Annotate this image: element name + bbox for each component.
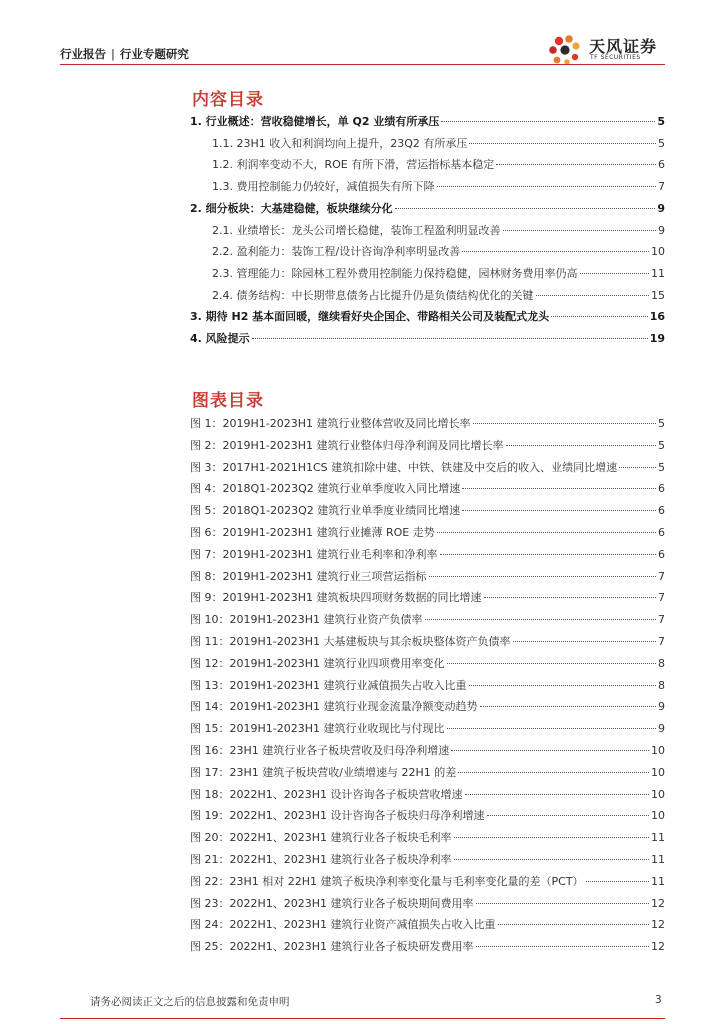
- breadcrumb-separator: |: [111, 47, 115, 61]
- figure-entry[interactable]: [190, 766, 665, 780]
- dot-leader: [586, 881, 649, 882]
- toc-entry-text: 2.3. 管理能力：除园林工程外费用控制能力保持稳健，园林财务费用率仍高: [212, 266, 578, 280]
- dot-leader: [462, 510, 656, 511]
- dot-leader: [395, 208, 656, 209]
- figure-entry-text: 图 3：2017H1-2021H1CS 建筑扣除中建、中铁、铁建及中交后的收入、业绩同比增速: [190, 460, 618, 474]
- figure-entry-page: 12: [651, 918, 665, 932]
- toc-entry-page: 19: [649, 332, 665, 345]
- figure-entry-text: 图 22：23H1 相对 22H1 建筑子板块净利率变化量与毛利率变化量的差（PCT）: [190, 874, 584, 888]
- dot-leader: [462, 251, 649, 252]
- figure-entry[interactable]: [190, 722, 665, 736]
- company-logo: [545, 33, 665, 67]
- dot-leader: [480, 706, 657, 707]
- breadcrumb-report-type: 行业报告: [60, 47, 106, 61]
- figure-entry-text: 图 9：2019H1-2023H1 建筑板块四项财务数据的同比增速: [190, 591, 482, 605]
- figure-entry-text: 图 4：2018Q1-2023Q2 建筑行业单季度收入同比增速: [190, 482, 461, 496]
- figure-entry-page: 10: [651, 765, 665, 779]
- figure-entry-page: 9: [658, 722, 665, 736]
- toc-entry[interactable]: [190, 267, 665, 281]
- figure-entry[interactable]: [190, 635, 665, 649]
- figure-entry[interactable]: [190, 918, 665, 932]
- dot-leader: [619, 467, 656, 468]
- figure-entry-page: 5: [658, 438, 665, 452]
- dot-leader: [447, 728, 657, 729]
- figure-entry[interactable]: [190, 417, 665, 431]
- figure-entry[interactable]: [190, 439, 665, 453]
- figure-entry-page: 6: [658, 504, 665, 518]
- dot-leader: [454, 837, 649, 838]
- dot-leader: [487, 815, 649, 816]
- figure-entry-text: 图 21：2022H1、2023H1 建筑行业各子板块净利率: [190, 853, 452, 866]
- figure-entry-page: 12: [651, 940, 665, 954]
- figures-list: [190, 417, 665, 957]
- toc-entry[interactable]: [190, 310, 665, 324]
- toc-entry-text: 1.1. 23H1 收入和利润均向上提升，23Q2 有所承压: [212, 136, 468, 150]
- figure-entry-page: 7: [658, 613, 665, 627]
- figure-entry-page: 5: [658, 460, 665, 474]
- toc-entry[interactable]: [190, 289, 665, 303]
- toc-entry-text: 1.2. 利润率变动不大，ROE 有所下滑，营运指标基本稳定: [212, 158, 495, 172]
- logo-chinese-name: 天风证券: [589, 37, 658, 56]
- dot-leader: [440, 554, 657, 555]
- figure-entry[interactable]: [190, 788, 665, 802]
- figure-entry[interactable]: [190, 853, 665, 867]
- figure-entry[interactable]: [190, 526, 665, 540]
- dot-leader: [252, 338, 648, 339]
- toc-entry-page: 16: [649, 310, 665, 324]
- figure-entry-page: 5: [658, 417, 665, 430]
- figure-entry-page: 6: [658, 482, 665, 496]
- figure-entry[interactable]: [190, 940, 665, 954]
- figure-entry-page: 7: [658, 591, 665, 605]
- toc-entry-page: 6: [658, 158, 665, 172]
- toc-entry-page: 11: [651, 266, 665, 280]
- dot-leader: [437, 186, 657, 187]
- dot-leader: [473, 423, 657, 424]
- toc-entry-page: 9: [657, 201, 665, 215]
- dot-leader: [447, 663, 657, 664]
- dot-leader: [429, 576, 657, 577]
- figure-entry[interactable]: [190, 548, 665, 562]
- toc-entry-text: 1.3. 费用控制能力仍较好，减值损失有所下降: [212, 180, 435, 194]
- toc-entry-text: 3. 期待 H2 基本面回暖，继续看好央企国企、带路相关公司及装配式龙头: [190, 310, 550, 324]
- dot-leader: [454, 859, 649, 860]
- toc-entry-page: 5: [657, 115, 665, 128]
- dot-leader: [476, 903, 649, 904]
- dot-leader: [465, 794, 649, 795]
- figure-entry-text: 图 17：23H1 建筑子板块营收/业绩增速与 22H1 的差: [190, 765, 457, 779]
- toc-entry[interactable]: [190, 202, 665, 216]
- figure-entry-text: 图 6：2019H1-2023H1 建筑行业摊薄 ROE 走势: [190, 526, 435, 539]
- dot-leader: [476, 946, 649, 947]
- toc-entry[interactable]: [190, 332, 665, 346]
- figure-entry-text: 图 18：2022H1、2023H1 设计咨询各子板块营收增速: [190, 787, 463, 801]
- figure-entry-page: 9: [658, 700, 665, 714]
- figure-entry[interactable]: [190, 700, 665, 714]
- breadcrumb: [60, 46, 189, 62]
- footer-disclaimer: 请务必阅读正文之后的信息披露和免责申明: [90, 996, 290, 1008]
- figure-entry-text: 图 24：2022H1、2023H1 建筑行业资产减值损失占收入比重: [190, 918, 496, 932]
- toc-entry-page: 9: [658, 223, 665, 237]
- figure-entry-text: 图 20：2022H1、2023H1 建筑行业各子板块毛利率: [190, 831, 452, 845]
- dot-leader: [469, 685, 657, 686]
- figure-entry-text: 图 1：2019H1-2023H1 建筑行业整体营收及同比增长率: [190, 417, 471, 430]
- figure-entry-page: 7: [658, 635, 665, 648]
- dot-leader: [536, 295, 650, 296]
- toc-entry[interactable]: [190, 137, 665, 151]
- dot-leader: [496, 164, 656, 165]
- toc-entry-page: 10: [651, 245, 665, 259]
- figure-entry[interactable]: [190, 461, 665, 475]
- figure-entry-text: 图 5：2018Q1-2023Q2 建筑行业单季度业绩同比增速: [190, 504, 461, 518]
- figure-entry-text: 图 23：2022H1、2023H1 建筑行业各子板块期间费用率: [190, 896, 474, 910]
- figure-entry-text: 图 7：2019H1-2023H1 建筑行业毛利率和净利率: [190, 547, 438, 561]
- dot-leader: [469, 143, 656, 144]
- dot-leader: [513, 641, 657, 642]
- figure-entry[interactable]: [190, 613, 665, 627]
- dot-leader: [506, 445, 657, 446]
- figure-entry-text: 图 8：2019H1-2023H1 建筑行业三项营运指标: [190, 569, 427, 583]
- figure-entry[interactable]: [190, 897, 665, 911]
- toc-entry[interactable]: [190, 224, 665, 238]
- figure-entry[interactable]: [190, 570, 665, 584]
- dot-leader: [458, 772, 649, 773]
- figure-entry-text: 图 13：2019H1-2023H1 建筑行业减值损失占收入比重: [190, 678, 467, 692]
- figure-entry-page: 10: [651, 787, 665, 801]
- toc-entry-text: 2.2. 盈利能力：装饰工程/设计咨询净利率明显改善: [212, 245, 461, 259]
- dot-leader: [503, 230, 657, 231]
- toc-title: 内容目录: [192, 90, 264, 110]
- figure-entry[interactable]: [190, 744, 665, 758]
- figure-entry-page: 10: [651, 744, 665, 757]
- figure-entry-page: 12: [651, 896, 665, 910]
- toc-entry-text: 2.1. 业绩增长：龙头公司增长稳健，装饰工程盈利明显改善: [212, 223, 501, 237]
- toc-entry-text: 4. 风险提示: [190, 332, 250, 345]
- dot-leader: [551, 316, 648, 317]
- toc-entry[interactable]: [190, 245, 665, 259]
- figure-entry-page: 7: [658, 569, 665, 583]
- figure-entry[interactable]: [190, 482, 665, 496]
- figure-entry-text: 图 25：2022H1、2023H1 建筑行业各子板块研发费用率: [190, 940, 474, 954]
- figure-entry-page: 11: [651, 853, 665, 866]
- figure-entry[interactable]: [190, 591, 665, 605]
- toc-entry[interactable]: [190, 115, 665, 129]
- figure-entry-text: 图 16：23H1 建筑行业各子板块营收及归母净利增速: [190, 744, 450, 757]
- dot-leader: [580, 273, 650, 274]
- figure-entry-page: 8: [658, 656, 665, 670]
- toc-entry-text: 2.4. 债务结构：中长期带息债务占比提升仍是负债结构优化的关键: [212, 288, 534, 302]
- figure-entry-page: 6: [658, 547, 665, 561]
- figure-entry[interactable]: [190, 504, 665, 518]
- figure-entry-text: 图 12：2019H1-2023H1 建筑行业四项费用率变化: [190, 656, 445, 670]
- figure-entry-text: 图 10：2019H1-2023H1 建筑行业资产负债率: [190, 613, 423, 627]
- page-header: [60, 37, 665, 70]
- dot-leader: [498, 924, 649, 925]
- breadcrumb-report-category: 行业专题研究: [119, 47, 189, 61]
- figure-entry[interactable]: [190, 657, 665, 671]
- logo-mark-icon: [545, 33, 585, 67]
- dot-leader: [425, 619, 657, 620]
- footer-divider: [60, 1018, 665, 1019]
- header-divider: [60, 64, 665, 65]
- toc-entry-page: 15: [651, 288, 665, 302]
- figure-entry[interactable]: [190, 831, 665, 845]
- toc-entry-page: 7: [658, 180, 665, 194]
- toc-entry-text: 2. 细分板块：大基建稳健，板块继续分化: [190, 201, 393, 215]
- figure-entry-text: 图 14：2019H1-2023H1 建筑行业现金流量净额变动趋势: [190, 700, 478, 714]
- figure-entry-page: 11: [651, 874, 665, 888]
- figure-entry-page: 10: [651, 809, 665, 823]
- dot-leader: [451, 750, 649, 751]
- figure-entry-text: 图 2：2019H1-2023H1 建筑行业整体归母净利润及同比增长率: [190, 438, 504, 452]
- toc-entry-text: 1. 行业概述：营收稳健增长，单 Q2 业绩有所承压: [190, 115, 440, 128]
- figure-entry[interactable]: [190, 679, 665, 693]
- figure-entry[interactable]: [190, 875, 665, 889]
- toc-entry[interactable]: [190, 158, 665, 172]
- dot-leader: [441, 121, 655, 122]
- dot-leader: [462, 488, 656, 489]
- logo-english-name: TF SECURITIES: [590, 54, 641, 61]
- figure-entry-text: 图 19：2022H1、2023H1 设计咨询各子板块归母净利增速: [190, 809, 485, 823]
- figure-entry[interactable]: [190, 809, 665, 823]
- figure-entry-text: 图 11：2019H1-2023H1 大基建板块与其余板块整体资产负债率: [190, 635, 511, 648]
- figures-title: 图表目录: [192, 391, 264, 411]
- figure-entry-page: 11: [651, 831, 665, 845]
- toc-entry-page: 5: [658, 136, 665, 150]
- toc-entry[interactable]: [190, 180, 665, 194]
- figure-entry-text: 图 15：2019H1-2023H1 建筑行业收现比与付现比: [190, 722, 445, 736]
- dot-leader: [484, 597, 657, 598]
- table-of-contents: [190, 115, 665, 350]
- page-number: 3: [655, 994, 662, 1006]
- figure-entry-page: 6: [658, 526, 665, 539]
- figure-entry-page: 8: [658, 678, 665, 692]
- dot-leader: [437, 532, 656, 533]
